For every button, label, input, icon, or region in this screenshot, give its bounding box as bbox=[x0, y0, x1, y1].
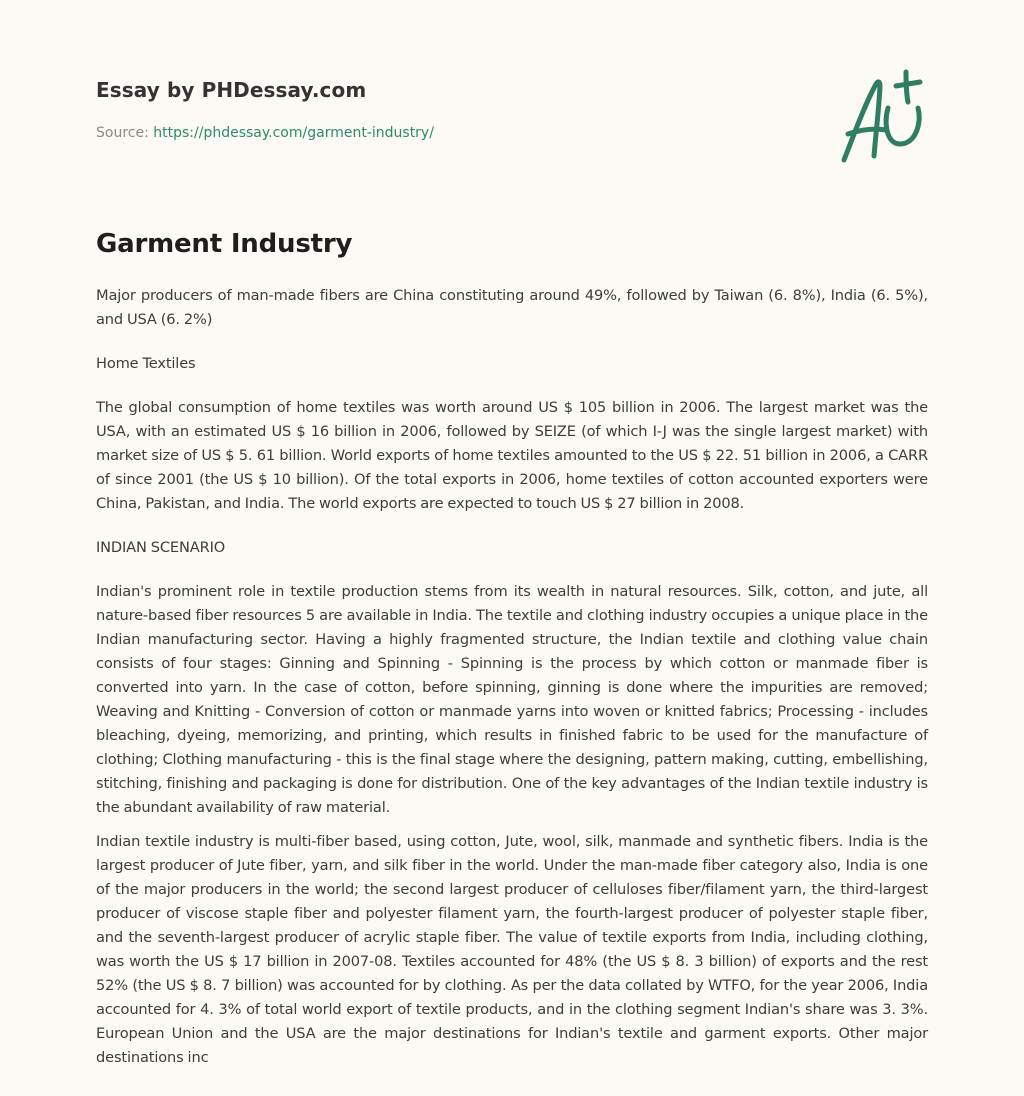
section-heading-indian-scenario: INDIAN SCENARIO bbox=[96, 539, 226, 556]
document-body bbox=[96, 284, 928, 1090]
page-header bbox=[96, 0, 928, 200]
paragraph: The global consumption of home textiles was worth around US $ 105 billion in 2006. The largest market was the USA, with an estimated US $ 16 billion in 2006, followed by SEIZE (of which I-J was the single largest market) with market size of US $ 5. 61 billion. World exports of home textiles amounted to the US $ 22. 51 billion in 2006, a CARR of since 2001 (the US $ 10 billion). Of the total exports in 2006, home textiles of cotton accounted exporters were China, Pakistan, and India. The world exports are expected to touch US $ 27 billion in 2008. bbox=[96, 399, 928, 512]
a-plus-logo-icon bbox=[824, 64, 928, 168]
paragraph: Major producers of man-made fibers are China constituting around 49%, followed by Taiwan (6. 8%), India (6. 5%), and USA (6. 2%) bbox=[96, 287, 928, 328]
document-title: Garment Industry bbox=[96, 229, 353, 259]
paragraph: Indian's prominent role in textile production stems from its wealth in natural resources. Silk, cotton, and jute, all nature-based fiber resources 5 are available in India. The textile and clothing industry occupies a unique place in the Indian manufacturing sector. Having a highly fragmented structure, the Indian textile and clothing value chain consists of four stages: Ginning and Spinning - Spinning is the process by which cotton or manmade fiber is converted into yarn. In the case of cotton, before spinning, ginning is done where the impurities are removed; Weaving and Knitting - Conversion of cotton or manmade yarns into woven or knitted fabrics; Processing - includes bleaching, dyeing, memorizing, and printing, which results in finished fabric to be used for the manufacture of clothing; Clothing manufacturing - this is the final stage where the designing, pattern making, cutting, embellishing, stitching, finishing and packaging is done for distribution. One of the key advantages of the Indian textile industry is the abundant availability of raw material. bbox=[96, 583, 928, 816]
source-line bbox=[96, 123, 434, 143]
source-label: Source: bbox=[96, 125, 149, 141]
essay-page bbox=[96, 0, 928, 1066]
site-title: Essay by PHDessay.com bbox=[96, 78, 367, 102]
section-heading-home-textiles: Home Textiles bbox=[96, 355, 196, 372]
a-plus-grade-icon bbox=[824, 64, 928, 168]
paragraph: Indian textile industry is multi-fiber based, using cotton, Jute, wool, silk, manmade and synthetic fibers. India is the largest producer of Jute fiber, yarn, and silk fiber in the world. Under the man-made fiber category also, India is one of the major producers in the world; the second largest producer of celluloses fiber/filament yarn, the third-largest producer of viscose staple fiber and polyester filament yarn, the fourth-largest producer of polyester staple fiber, and the seventh-largest producer of acrylic staple fiber. The value of textile exports from India, including clothing, was worth the US $ 17 billion in 2007-08. Textiles accounted for 48% (the US $ 8. 3 billion) of exports and the rest 52% (the US $ 8. 7 billion) was accounted for by clothing. As per the data collated by WTFO, for the year 2006, India accounted for 4. 3% of total world export of textile products, and in the clothing segment Indian's share was 3. 3%. European Union and the USA are the major destinations for Indian's textile and garment exports. Other major destinations inc bbox=[96, 833, 928, 1066]
source-link[interactable]: https://phdessay.com/garment-industry/ bbox=[153, 125, 434, 141]
